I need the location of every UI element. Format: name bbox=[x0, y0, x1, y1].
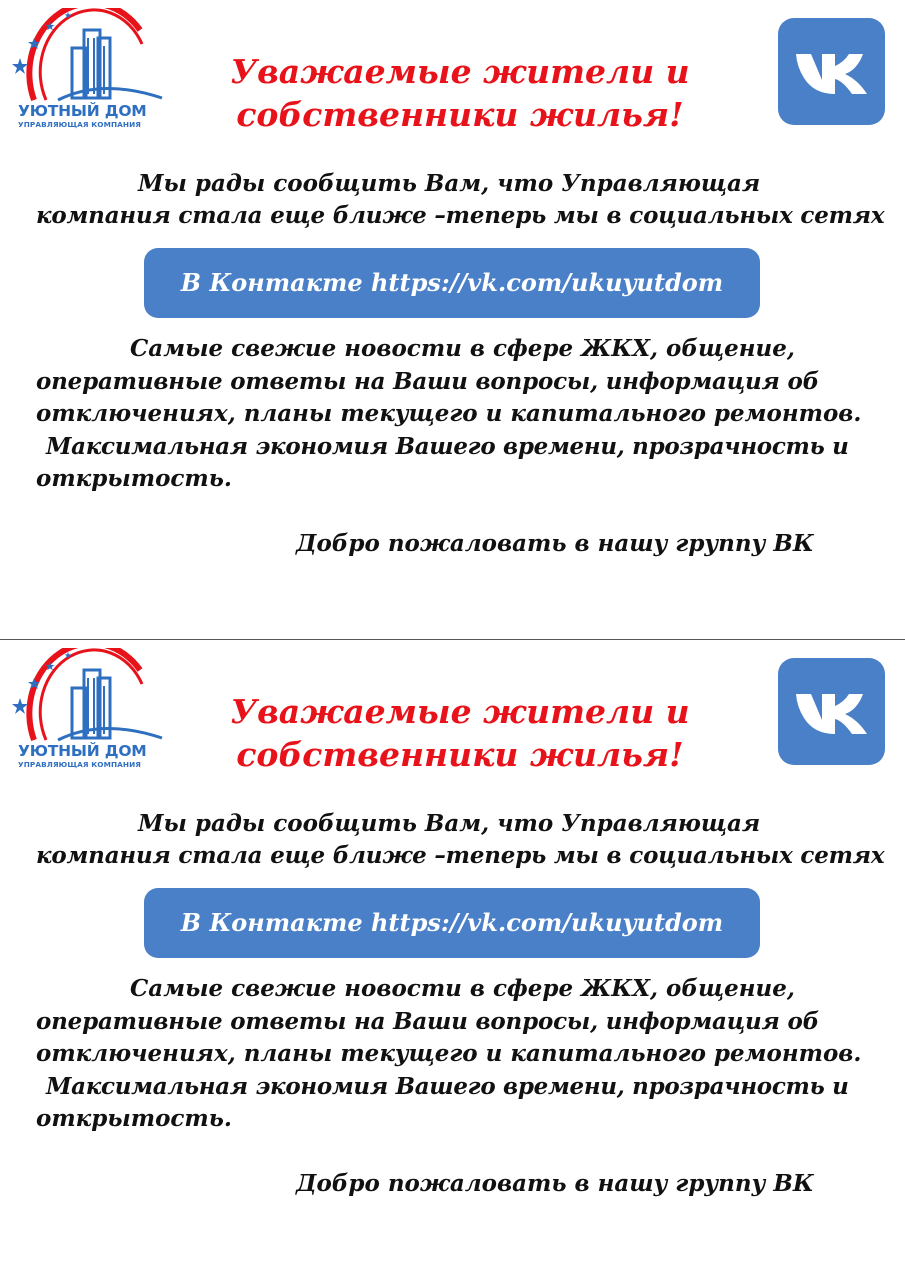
paragraph-line: Максимальная экономия Вашего времени, прозрачность и bbox=[46, 432, 849, 460]
paragraph-line: Максимальная экономия Вашего времени, прозрачность и bbox=[46, 1072, 849, 1100]
building-stars-logo-icon bbox=[12, 648, 170, 744]
vk-link-button[interactable]: В Контакте https://vk.com/ukuyutdom bbox=[144, 248, 760, 318]
headline-line: Уважаемые жители и bbox=[230, 692, 690, 731]
logo-title: УЮТНЫЙ ДОМ bbox=[18, 742, 147, 760]
paragraph-line: открытость. bbox=[36, 1105, 232, 1132]
intro-line: Мы рады сообщить Вам, что Управляющая bbox=[138, 170, 761, 197]
intro-line: Мы рады сообщить Вам, что Управляющая bbox=[138, 810, 761, 837]
paragraph-line: Самые свежие новости в сфере ЖКХ, общение, bbox=[130, 335, 795, 362]
paragraph-line: оперативные ответы на Ваши вопросы, информация об bbox=[36, 1007, 820, 1035]
paragraph-line: открытость. bbox=[36, 465, 232, 492]
headline-line: собственники жилья! bbox=[236, 95, 684, 134]
vk-logo-icon[interactable] bbox=[778, 18, 885, 125]
paragraph-line: Самые свежие новости в сфере ЖКХ, общение, bbox=[130, 975, 795, 1002]
headline bbox=[200, 690, 720, 776]
intro-text bbox=[36, 808, 885, 872]
logo-title: УЮТНЫЙ ДОМ bbox=[18, 102, 147, 120]
headline-line: Уважаемые жители и bbox=[230, 52, 690, 91]
logo-subtitle: УПРАВЛЯЮЩАЯ КОМПАНИЯ bbox=[18, 120, 142, 129]
paragraph-line: отключениях, планы текущего и капитального ремонтов. bbox=[36, 400, 862, 427]
building-stars-logo-icon bbox=[12, 8, 170, 104]
intro-line: компания стала еще ближе –теперь мы в социальных сетях bbox=[36, 842, 885, 869]
intro-text bbox=[36, 168, 885, 232]
intro-line: компания стала еще ближе –теперь мы в социальных сетях bbox=[36, 202, 885, 229]
description-paragraph bbox=[36, 333, 886, 496]
logo-subtitle: УПРАВЛЯЮЩАЯ КОМПАНИЯ bbox=[18, 760, 142, 769]
welcome-text: Добро пожаловать в нашу группу ВК bbox=[296, 530, 814, 557]
description-paragraph bbox=[36, 973, 886, 1136]
welcome-text: Добро пожаловать в нашу группу ВК bbox=[296, 1170, 814, 1197]
paragraph-line: отключениях, планы текущего и капитального ремонтов. bbox=[36, 1040, 862, 1067]
paragraph-line: оперативные ответы на Ваши вопросы, информация об bbox=[36, 367, 820, 395]
company-logo bbox=[12, 648, 170, 770]
company-logo bbox=[12, 8, 170, 130]
flyer-bottom bbox=[0, 640, 905, 1280]
headline-line: собственники жилья! bbox=[236, 735, 684, 774]
headline bbox=[200, 50, 720, 136]
vk-link-button[interactable]: В Контакте https://vk.com/ukuyutdom bbox=[144, 888, 760, 958]
vk-logo-icon[interactable] bbox=[778, 658, 885, 765]
